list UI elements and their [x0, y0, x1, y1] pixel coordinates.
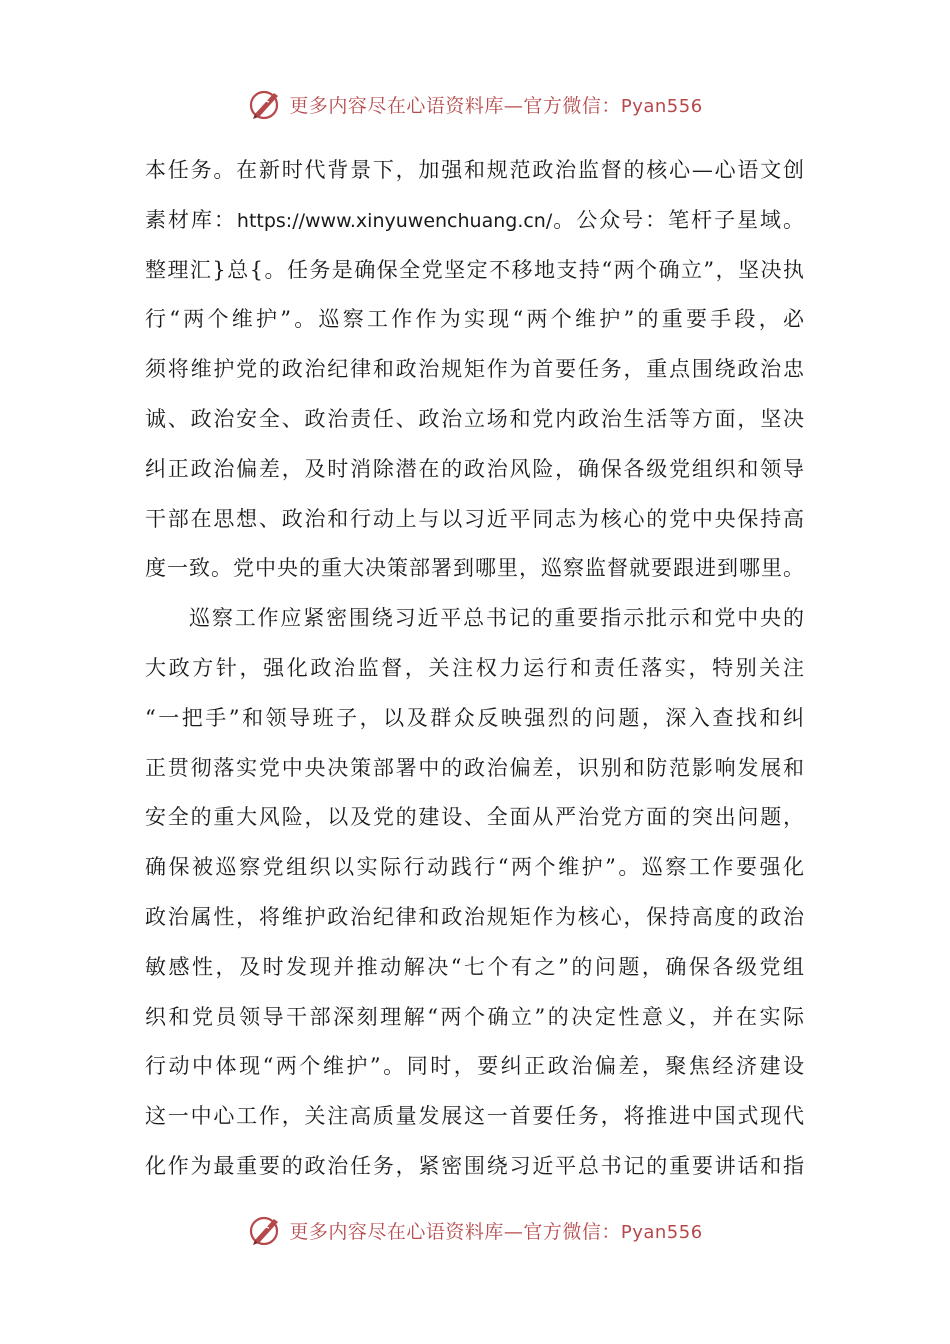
pen-logo-icon [247, 1212, 283, 1248]
text-line: 大政方针，强化政治监督，关注权力运行和责任落实，特别关注 [145, 655, 805, 680]
footer-banner-text: 更多内容尽在心语资料库—官方微信：Pyan556 [289, 1220, 703, 1243]
text-line: 整理汇}总{。任务是确保全党坚定不移地支持“两个确立”，坚决执 [145, 257, 805, 282]
pen-logo-icon [247, 86, 283, 122]
text-line: 正贯彻落实党中央决策部署中的政治偏差，识别和防范影响发展和 [145, 755, 805, 780]
footer-banner [0, 1206, 950, 1254]
text-line: 行动中体现“两个维护”。同时，要纠正政治偏差，聚焦经济建设 [145, 1054, 805, 1079]
text-line-url: 素材库：https://www.xinyuwenchuang.cn/。公众号：笔杆子星域。 [145, 207, 805, 232]
text-line: 织和党员领导干部深刻理解“两个确立”的决定性意义，并在实际 [145, 1004, 805, 1029]
text-line: 这一中心工作，关注高质量发展这一首要任务，将推进中国式现代 [145, 1104, 805, 1129]
text-line: 政治属性，将维护政治纪律和政治规矩作为核心，保持高度的政治 [145, 904, 805, 929]
website-url-text: https://www.xinyuwenchuang.cn/ [236, 209, 553, 232]
header-banner [0, 80, 950, 128]
text-line: 化作为最重要的政治任务，紧密围绕习近平总书记的重要讲话和指 [145, 1153, 805, 1178]
text-line: 安全的重大风险，以及党的建设、全面从严治党方面的突出问题， [145, 805, 805, 830]
paragraph-start-line: 巡察工作应紧密围绕习近平总书记的重要指示批示和党中央的 [189, 606, 805, 631]
footer-wechat-id: Pyan556 [620, 1221, 703, 1243]
document-body [145, 146, 805, 1192]
text-line: 确保被巡察党组织以实际行动践行“两个维护”。巡察工作要强化 [145, 855, 805, 880]
text-line: 纠正政治偏差，及时消除潜在的政治风险，确保各级党组织和领导 [145, 456, 805, 481]
text-line: 本任务。在新时代背景下，加强和规范政治监督的核心—心语文创 [145, 158, 805, 182]
text-line: 敏感性，及时发现并推动解决“七个有之”的问题，确保各级党组 [145, 954, 805, 979]
header-wechat-id: Pyan556 [620, 95, 703, 117]
text-line: 须将维护党的政治纪律和政治规矩作为首要任务，重点围绕政治忠 [145, 357, 805, 382]
header-banner-text: 更多内容尽在心语资料库—官方微信：Pyan556 [289, 94, 703, 117]
text-line: “一把手”和领导班子，以及群众反映强烈的问题，深入查找和纠 [145, 705, 805, 730]
text-line: 度一致。党中央的重大决策部署到哪里，巡察监督就要跟进到哪里。 [145, 556, 805, 581]
text-line: 行“两个维护”。巡察工作作为实现“两个维护”的重要手段，必 [145, 307, 805, 332]
text-line: 诚、政治安全、政治责任、政治立场和党内政治生活等方面，坚决 [145, 406, 805, 431]
text-line: 干部在思想、政治和行动上与以习近平同志为核心的党中央保持高 [145, 506, 805, 531]
